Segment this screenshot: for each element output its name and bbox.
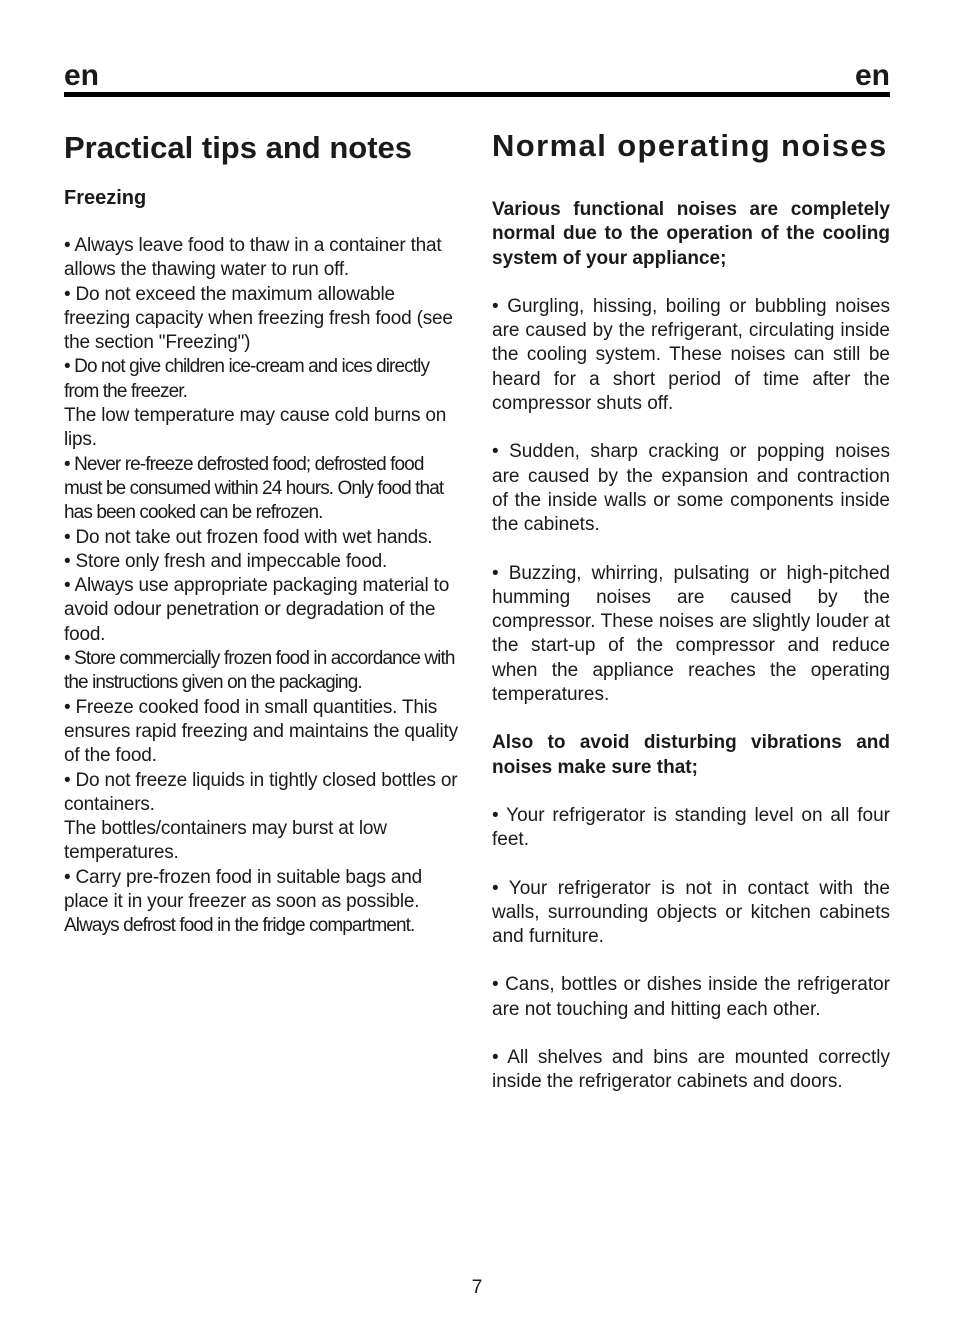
tip-line: The bottles/containers may burst at low temperatures. — [64, 818, 387, 864]
noise-paragraph: • Gurgling, hissing, boiling or bubbling noises are caused by the refrigerant, circulating inside the cooling system. These noises can still be heard for a short period of time after the compressor shuts off. — [492, 295, 890, 415]
tip-line: • Store commercially frozen food in accordance with the instructions given on the packaging. — [64, 648, 455, 694]
right-column — [492, 126, 890, 1119]
noise-paragraph: • Sudden, sharp cracking or popping noises are caused by the expansion and contraction of the inside walls or some components inside the cabinets. — [492, 441, 890, 536]
check-paragraph: • Your refrigerator is standing level on all four feet. — [492, 804, 890, 851]
tip-line: • Do not exceed the maximum allowable freezing capacity when freezing fresh food (see the section "Freezing") — [64, 283, 453, 354]
language-label-right: en — [854, 59, 890, 92]
check-paragraph: • Cans, bottles or dishes inside the refrigerator are not touching and hitting each other. — [492, 974, 890, 1020]
freezing-tips — [64, 234, 462, 939]
tip-line: • Do not give children ice-cream and ices directly from the freezer. — [64, 356, 430, 402]
tip-line: Always defrost food in the fridge compartment. — [64, 915, 415, 937]
tip-line: • Always leave food to thaw in a container that allows the thawing water to run off. — [64, 235, 442, 281]
vibration-intro: Also to avoid disturbing vibrations and noises make sure that; — [492, 732, 890, 778]
left-column — [64, 126, 462, 939]
check-paragraph: • All shelves and bins are mounted correctly inside the refrigerator cabinets and doors. — [492, 1047, 890, 1093]
noises-content — [492, 198, 890, 1095]
header-rule — [64, 92, 890, 97]
tip-line: • Do not freeze liquids in tightly closed bottles or containers. — [64, 769, 458, 815]
language-label-left: en — [64, 59, 100, 92]
tip-line: • Freeze cooked food in small quantities. This ensures rapid freezing and maintains the quality of the food. — [64, 696, 458, 767]
tip-line: • Do not take out frozen food with wet hands. — [64, 526, 433, 548]
check-paragraph: • Your refrigerator is not in contact with the walls, surrounding objects or kitchen cabinets and furniture. — [492, 877, 890, 948]
page-number: 7 — [471, 1277, 483, 1298]
tip-line: • Carry pre-frozen food in suitable bags and place it in your freezer as soon as possible. — [64, 866, 422, 913]
practical-tips-title: Practical tips and notes — [64, 130, 412, 165]
noise-paragraph: • Buzzing, whirring, pulsating or high-pitched humming noises are caused by the compressor. These noises are slightly louder at the start-up of the compressor and reduce when the appliance reaches the operating temperatures. — [492, 562, 890, 706]
tip-line: • Always use appropriate packaging material to avoid odour penetration or degradation of the food. — [64, 575, 450, 645]
normal-noises-title: Normal operating noises — [492, 128, 888, 163]
noises-intro: Various functional noises are completely normal due to the operation of the cooling system of your appliance; — [492, 199, 890, 269]
tip-line: The low temperature may cause cold burns on lips. — [64, 405, 447, 451]
freezing-subheading: Freezing — [64, 187, 147, 209]
tip-line: • Never re-freeze defrosted food; defrosted food must be consumed within 24 hours. Only food that has been cooked can be refrozen. — [64, 453, 444, 524]
tip-line: • Store only fresh and impeccable food. — [64, 550, 388, 572]
